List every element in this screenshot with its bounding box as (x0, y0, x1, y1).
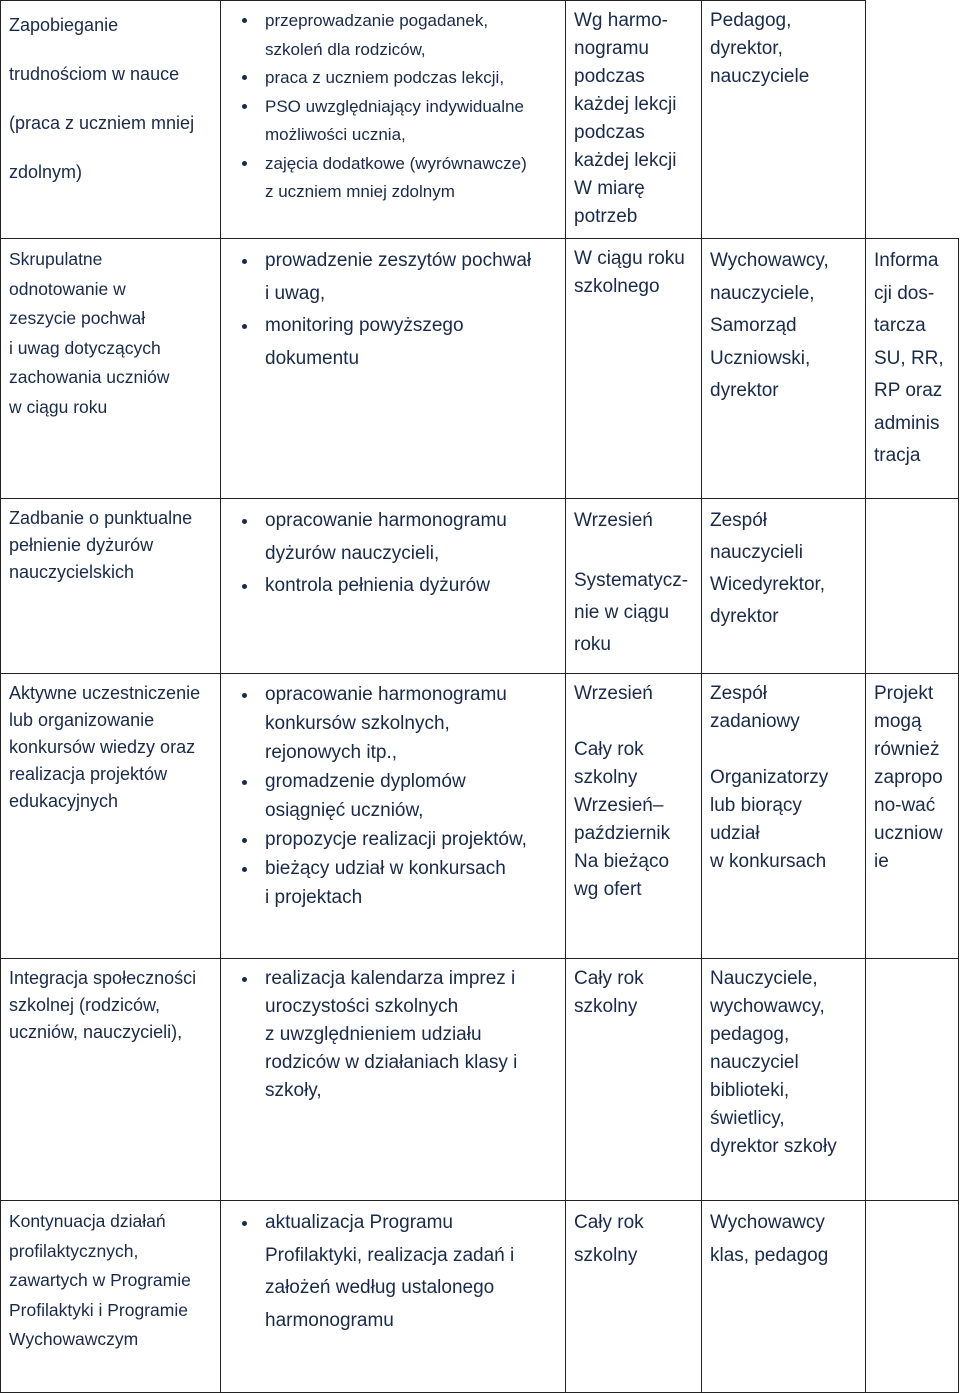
activities-list (229, 505, 559, 603)
term-line: Cały rok (574, 1212, 644, 1233)
responsible-line: nauczyciel (710, 1052, 799, 1073)
responsible-line: dyrektor szkoły (710, 1136, 837, 1157)
term-line: Cały rok (574, 739, 644, 760)
activity-item (259, 150, 559, 207)
goal-line: edukacyjnych (9, 791, 119, 811)
term-line: Cały rok (574, 968, 644, 989)
activity-line: z uwzględnieniem udziału (265, 1024, 482, 1045)
responsible-cell (702, 499, 866, 674)
term-line: szkolny (574, 767, 638, 788)
activities-cell (221, 674, 566, 959)
responsible-line: pedagog, (710, 1024, 790, 1045)
activity-item (259, 245, 559, 310)
goal-line: Integracja społeczności (9, 968, 197, 988)
responsible-line: Zespół (710, 683, 768, 704)
activities-list (229, 7, 559, 207)
activities-list (229, 965, 559, 1105)
activities-list (229, 245, 559, 375)
activity-line: • gromadzenie dyplomów (265, 771, 466, 792)
activity-line: konkursów szkolnych, (265, 713, 450, 734)
term-cell (566, 1201, 702, 1393)
goal-cell (1, 1, 221, 239)
activity-line: możliwości ucznia, (265, 125, 406, 144)
notes-line: tarcza (874, 315, 926, 336)
responsible-line: nauczyciele (710, 66, 810, 87)
activity-line: osiągnięć uczniów, (265, 800, 424, 821)
activity-line: • opracowanie harmonogramu (265, 510, 507, 531)
activity-line: • aktualizacja Programu (265, 1212, 453, 1233)
term-line: podczas (574, 66, 645, 87)
responsible-cell (702, 1201, 866, 1393)
table-row (1, 674, 959, 959)
term-line: wg ofert (574, 879, 642, 900)
activity-line: szkoły, (265, 1080, 322, 1101)
activity-item (259, 64, 559, 93)
goal-line: realizacja projektów (9, 764, 168, 784)
notes-line: adminis (874, 412, 940, 434)
activity-line: i uwag, (265, 282, 326, 304)
responsible-line: zadaniowy (710, 711, 800, 732)
activity-item (259, 1207, 559, 1337)
goal-line: uczniów, nauczycieli), (9, 1022, 183, 1042)
activity-item (259, 767, 559, 825)
term-line: szkolnego (574, 276, 660, 297)
goal-line: zeszycie pochwał (9, 308, 146, 328)
notes-line: uczniow (874, 823, 943, 844)
activity-line: szkoleń dla rodziców, (265, 39, 426, 59)
activity-line: • propozycje realizacji projektów, (265, 829, 527, 850)
activity-item (259, 965, 559, 1105)
responsible-line: dyrektor, (710, 38, 783, 59)
table-row (1, 499, 959, 674)
activity-line: Profilaktyki, realizacja zadań i (265, 1244, 515, 1266)
activity-line: uroczystości szkolnych (265, 996, 459, 1017)
term-line: roku (574, 634, 611, 655)
term-cell (566, 499, 702, 674)
activity-line: • opracowanie harmonogramu (265, 684, 507, 705)
activity-line: • praca z uczniem podczas lekcji, (265, 68, 505, 87)
notes-line: cji dos- (874, 282, 935, 304)
notes-cell (866, 499, 959, 674)
table-row (1, 1, 959, 239)
notes-cell (866, 1, 959, 239)
goal-line: profilaktycznych, (9, 1240, 139, 1261)
activity-line: z uczniem mniej zdolnym (265, 182, 455, 201)
goal-line: konkursów wiedzy oraz (9, 737, 196, 757)
activity-line: dyżurów nauczycieli, (265, 542, 440, 564)
goal-cell (1, 959, 221, 1201)
responsible-line: wychowawcy, (710, 996, 825, 1017)
activity-item (259, 854, 559, 912)
responsible-line: Wychowawcy (710, 1212, 825, 1233)
activities-list (229, 1207, 559, 1337)
term-line: potrzeb (574, 206, 638, 227)
responsible-cell (702, 1, 866, 239)
term-line: Na bieżąco (574, 851, 670, 872)
goal-line: w ciągu roku (9, 396, 108, 417)
notes-line: RP oraz (874, 380, 943, 401)
activity-line: dokumentu (265, 347, 360, 369)
activity-line: • PSO uwzględniający indywidualne (265, 96, 524, 116)
activity-line: założeń według ustalonego (265, 1277, 495, 1298)
responsible-line: Zespół (710, 510, 768, 531)
term-line: nie w ciągu (574, 602, 670, 623)
notes-line: Projekt (874, 683, 934, 704)
notes-line: no-wać (874, 795, 936, 816)
notes-cell (866, 674, 959, 959)
term-cell (566, 959, 702, 1201)
spacer (710, 736, 859, 764)
notes-line: SU, RR, (874, 347, 944, 369)
activity-item (259, 570, 559, 603)
goal-line: nauczycielskich (9, 562, 135, 582)
table-row (1, 239, 959, 499)
goal-line: Wychowawczym (9, 1329, 139, 1349)
notes-line: również (874, 739, 940, 760)
activity-line: rodziców w działaniach klasy i (265, 1052, 518, 1073)
term-cell (566, 239, 702, 499)
responsible-cell (702, 674, 866, 959)
goal-cell (1, 1201, 221, 1393)
term-line: każdej lekcji (574, 150, 677, 171)
responsible-line: dyrektor (710, 380, 779, 401)
responsible-line: Wicedyrektor, (710, 574, 826, 595)
term-line: szkolny (574, 1244, 638, 1266)
activity-line: • bieżący udział w konkursach (265, 858, 506, 879)
activity-line: • zajęcia dodatkowe (wyrównawcze) (265, 153, 527, 173)
term-line: W miarę (574, 178, 645, 199)
goal-line: szkolnej (rodziców, (9, 995, 161, 1015)
table-row (1, 1201, 959, 1393)
term-line: Systematycz- (574, 570, 689, 591)
activity-item (259, 7, 559, 64)
goal-line: Profilaktyki i Programie (9, 1299, 188, 1320)
notes-line: ie (874, 851, 889, 872)
goal-line: zachowania uczniów (9, 367, 170, 387)
term-line: nogramu (574, 38, 649, 59)
goal-line: pełnienie dyżurów (9, 535, 154, 555)
activities-cell (221, 959, 566, 1201)
term-line: każdej lekcji (574, 94, 677, 115)
goal-line: Skrupulatne (9, 249, 103, 269)
goal-line: zawartych w Programie (9, 1270, 191, 1290)
goal-cell (1, 674, 221, 959)
goal-line: Zadbanie o punktualne (9, 508, 193, 528)
goal-line: lub organizowanie (9, 710, 155, 730)
term-line: W ciągu roku (574, 248, 685, 269)
activity-line: rejonowych itp., (265, 742, 398, 763)
notes-cell (866, 959, 959, 1201)
activities-cell (221, 1201, 566, 1393)
responsible-line: klas, pedagog (710, 1244, 829, 1266)
responsible-line: udział (710, 823, 760, 844)
activity-line: • prowadzenie zeszytów pochwał (265, 250, 532, 271)
activity-item (259, 825, 559, 854)
goal-cell (1, 499, 221, 674)
responsible-line: dyrektor (710, 606, 779, 627)
activity-item (259, 680, 559, 767)
responsible-line: w konkursach (710, 851, 827, 872)
responsible-line: Uczniowski, (710, 347, 811, 369)
notes-line: tracja (874, 445, 921, 466)
goal-line: i uwag dotyczących (9, 337, 161, 358)
responsible-line: nauczyciele, (710, 282, 815, 304)
responsible-line: Nauczyciele, (710, 968, 818, 989)
term-cell (566, 1, 702, 239)
notes-line: Informa (874, 250, 939, 271)
notes-cell (866, 1201, 959, 1393)
activity-item (259, 310, 559, 375)
term-line: październik (574, 823, 671, 844)
term-line: Wrzesień (574, 683, 653, 704)
responsible-line: nauczycieli (710, 542, 803, 563)
responsible-cell (702, 959, 866, 1201)
notes-line: mogą (874, 711, 922, 732)
goal-line: Aktywne uczestniczenie (9, 683, 201, 703)
term-line: Wg harmo- (574, 10, 668, 31)
responsible-line: Samorząd (710, 315, 797, 336)
term-line: podczas (574, 122, 645, 143)
spacer (574, 708, 695, 736)
responsible-cell (702, 239, 866, 499)
responsible-line: Organizatorzy (710, 767, 829, 788)
activities-list (229, 680, 559, 912)
notes-line: zapropo (874, 767, 943, 788)
goal-line: Kontynuacja działań (9, 1211, 166, 1231)
table-row (1, 959, 959, 1201)
activity-line: • przeprowadzanie pogadanek, (265, 11, 489, 30)
term-cell (566, 674, 702, 959)
activity-line: • monitoring powyższego (265, 315, 464, 336)
goal-line: trudnościom w nauce (9, 64, 180, 84)
responsible-line: świetlicy, (710, 1108, 785, 1129)
responsible-line: Wychowawcy, (710, 250, 829, 271)
activity-line: • kontrola pełnienia dyżurów (265, 575, 490, 596)
goal-line: zdolnym) (9, 162, 83, 182)
notes-cell (866, 239, 959, 499)
spacer (574, 537, 695, 565)
activity-item (259, 505, 559, 570)
activity-line: harmonogramu (265, 1309, 394, 1331)
activities-cell (221, 1, 566, 239)
goal-line: (praca z uczniem mniej (9, 113, 195, 133)
term-line: Wrzesień (574, 510, 653, 531)
goal-line: odnotowanie w (9, 278, 126, 299)
term-line: Wrzesień– (574, 795, 664, 816)
responsible-line: Pedagog, (710, 10, 792, 31)
responsible-line: biblioteki, (710, 1080, 790, 1101)
activities-cell (221, 499, 566, 674)
term-line: szkolny (574, 996, 638, 1017)
responsible-line: lub biorący (710, 795, 802, 816)
activity-line: • realizacja kalendarza imprez i (265, 968, 516, 989)
activity-line: i projektach (265, 887, 363, 908)
goal-cell (1, 239, 221, 499)
goal-line: Zapobieganie (9, 15, 119, 35)
activities-cell (221, 239, 566, 499)
activity-item (259, 93, 559, 150)
